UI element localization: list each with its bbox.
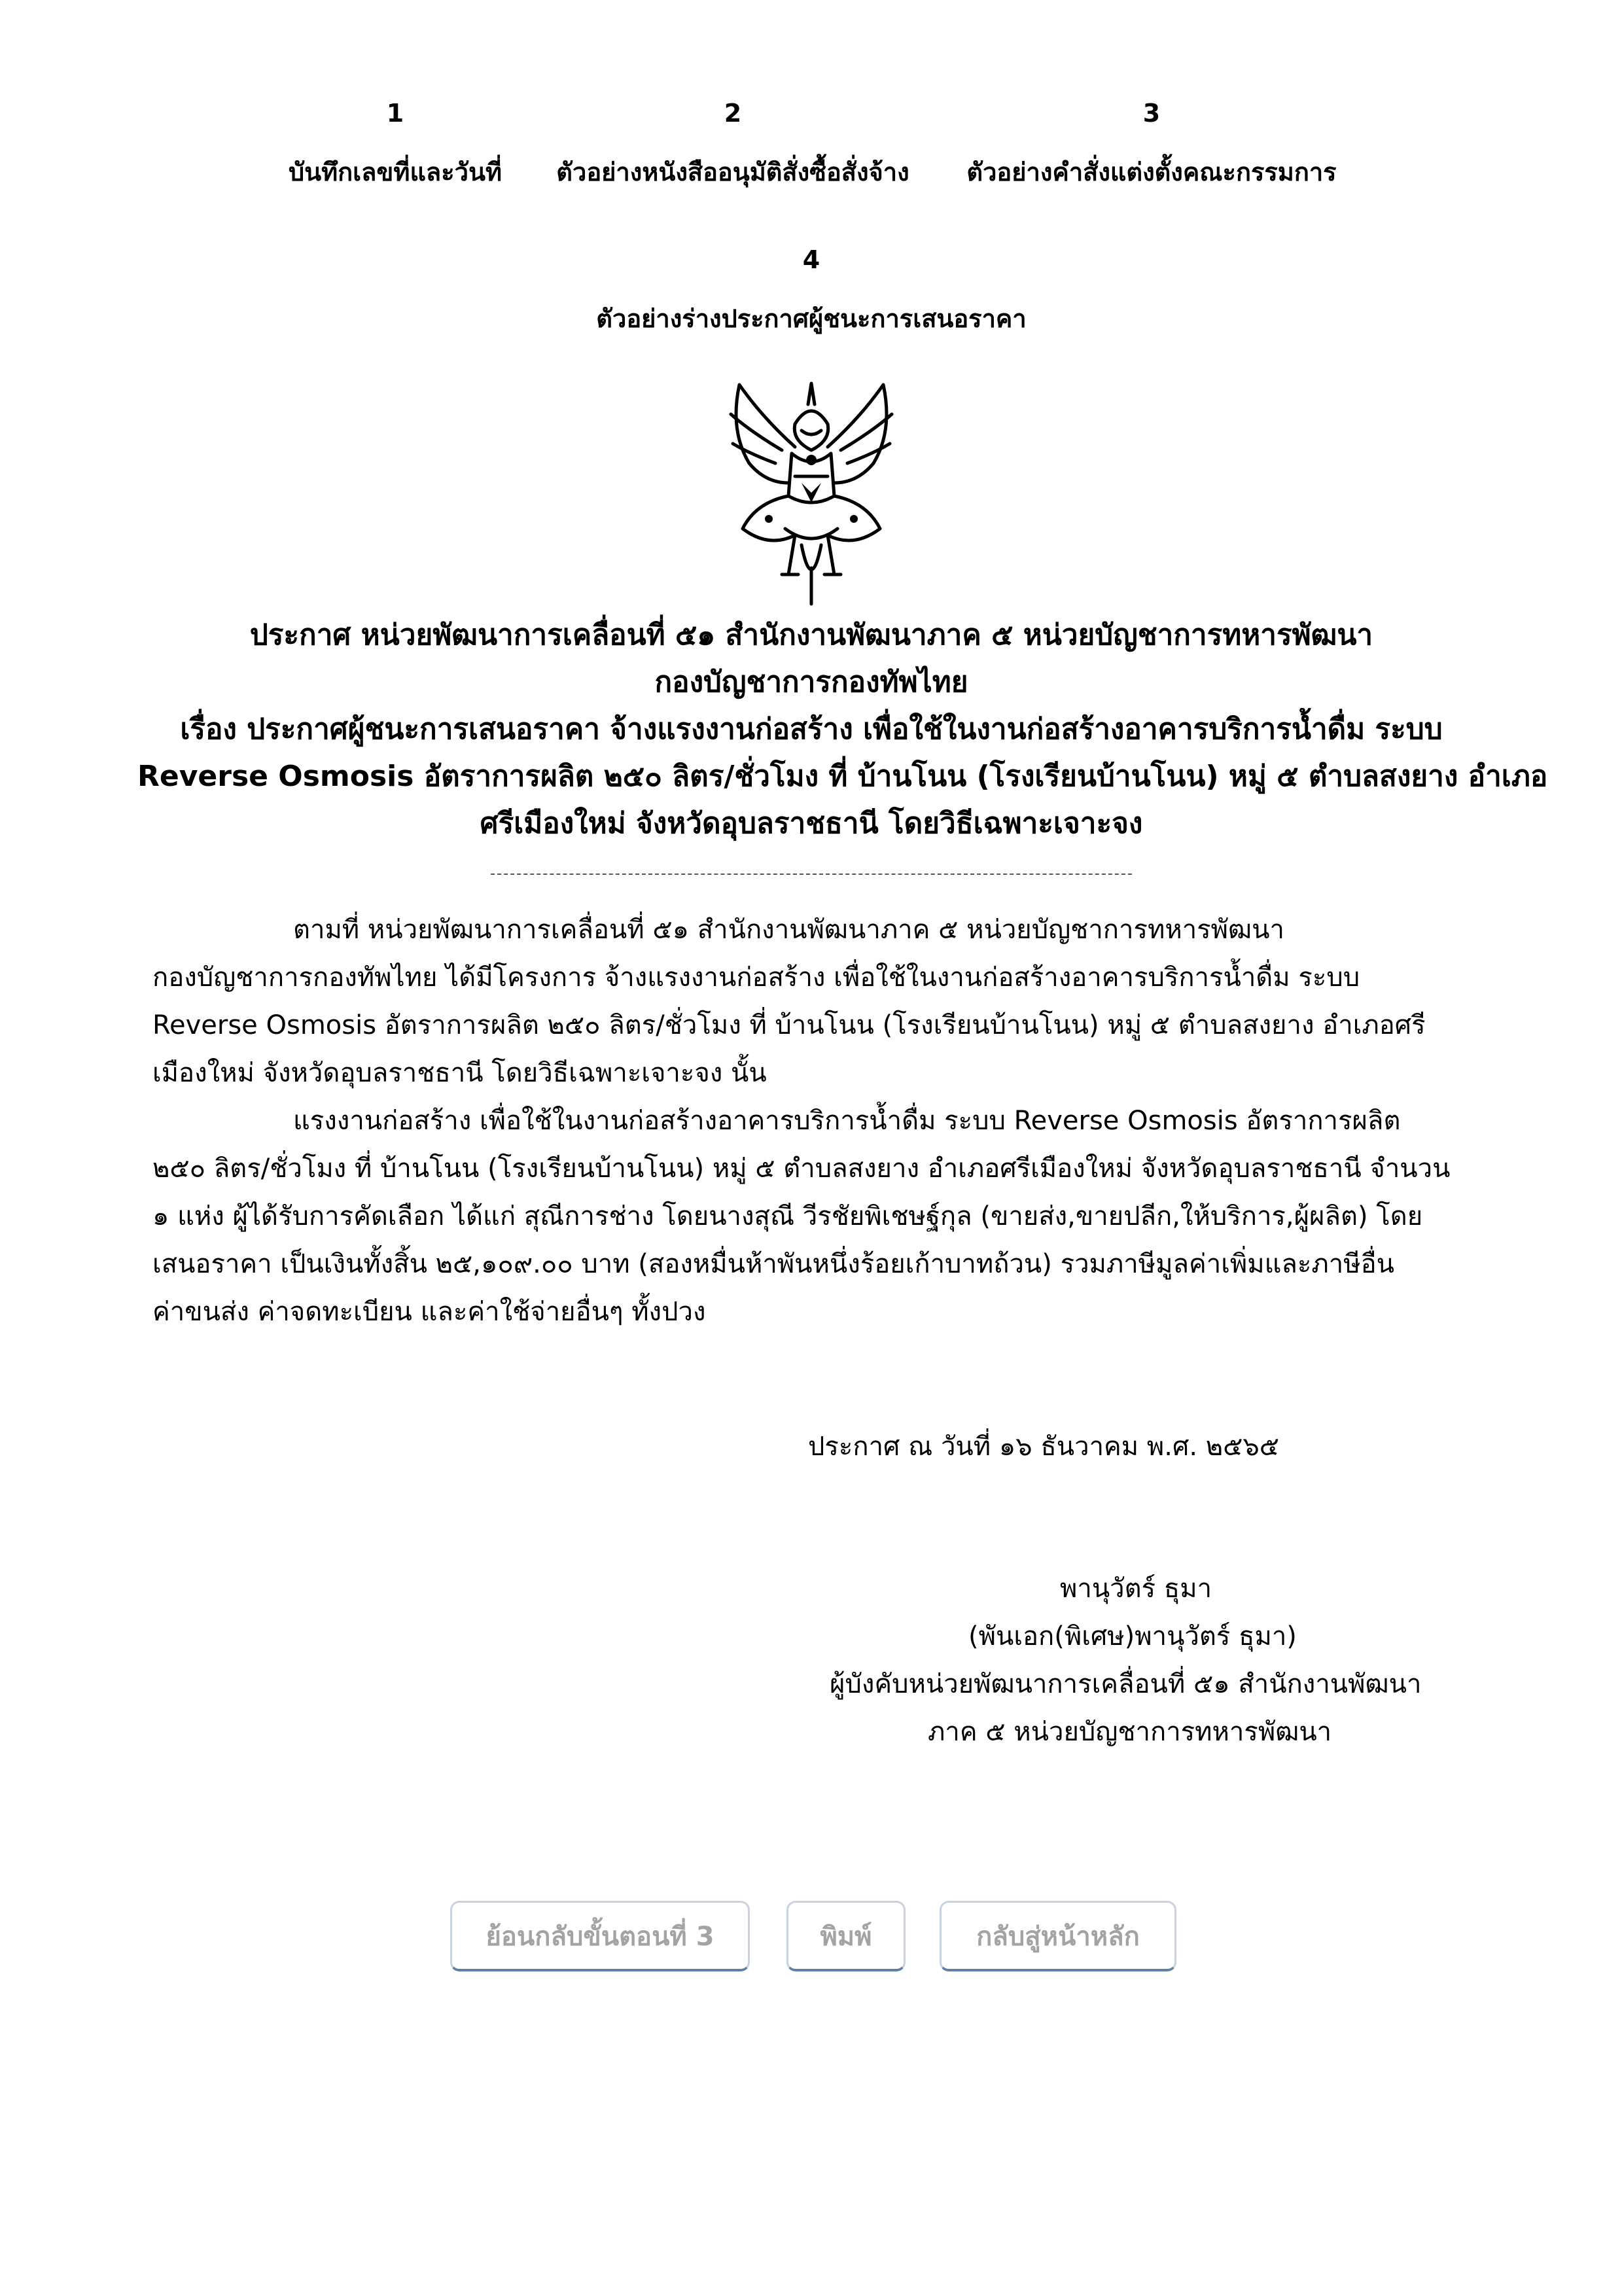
step-navigation (0, 92, 1622, 366)
paragraph-2-line-1: แรงงานก่อสร้าง เพื่อใช้ในงานก่อสร้างอาคารบริการน้ำดื่ม ระบบ Reverse Osmosis อัตราการผลิต (293, 1106, 1401, 1136)
back-to-step-3-button[interactable]: ย้อนกลับขั้นตอนที่ 3 (450, 1901, 750, 1971)
home-button[interactable]: กลับสู่หน้าหลัก (940, 1901, 1176, 1971)
step-2-number[interactable]: 2 (724, 99, 742, 128)
title-line-3: เรื่อง ประกาศผู้ชนะการเสนอราคา จ้างแรงงานก่อสร้าง เพื่อใช้ในงานก่อสร้างอาคารบริการน้ำดื่ม ระบบ (180, 713, 1443, 746)
paragraph-2-line-2: ๒๕๐ ลิตร/ชั่วโมง ที่ บ้านโนน (โรงเรียนบ้านโนน) หมู่ ๕ ตำบลสงยาง อำเภอศรีเมืองใหม่ จังหวัดอุบลราชธานี จำนวน (152, 1154, 1451, 1184)
step-1-label[interactable]: บันทึกเลขที่และวันที่ (288, 158, 502, 186)
dashed-divider (491, 874, 1132, 875)
paragraph-1-line-4: เมืองใหม่ จังหวัดอุบลราชธานี โดยวิธีเฉพาะเจาะจง นั้น (152, 1058, 767, 1088)
paragraph-2-line-4: เสนอราคา เป็นเงินทั้งสิ้น ๒๕,๑๐๙.๐๐ บาท (สองหมื่นห้าพันหนึ่งร้อยเก้าบาทถ้วน) รวมภาษีมูลค่าเพิ่มและภาษีอื่น (152, 1249, 1394, 1279)
step-4[interactable] (576, 247, 1047, 331)
garuda-emblem-icon (703, 378, 919, 607)
step-3-number[interactable]: 3 (1142, 99, 1161, 128)
signature-name: พานุวัตร์ ธุมา (1060, 1574, 1212, 1604)
step-4-number[interactable]: 4 (802, 245, 820, 274)
paragraph-1-line-3: Reverse Osmosis อัตราการผลิต ๒๕๐ ลิตร/ชั่วโมง ที่ บ้านโนน (โรงเรียนบ้านโนน) หมู่ ๕ ตำบลสงยาง อำเภอศรี (152, 1010, 1426, 1040)
paragraph-2-line-3: ๑ แห่ง ผู้ได้รับการคัดเลือก ได้แก่ สุณีการช่าง โดยนางสุณี วีรชัยพิเชษฐ์กุล (ขายส่ง,ขายปลีก,ให้บริการ,ผู้ผลิต) โดย (152, 1201, 1423, 1231)
step-2-label[interactable]: ตัวอย่างหนังสืออนุมัติสั่งซื้อสั่งจ้าง (556, 158, 909, 186)
announcement-body (152, 906, 1474, 1336)
signature-position-line-2: ภาค ๕ หน่วยบัญชาการทหารพัฒนา (928, 1717, 1332, 1747)
step-3[interactable] (942, 101, 1361, 185)
paragraph-1-line-2: กองบัญชาการกองทัพไทย ได้มีโครงการ จ้างแรงงานก่อสร้าง เพื่อใช้ในงานก่อสร้างอาคารบริการน้ำดื่ม ระบบ (152, 963, 1360, 993)
signature-position-line-1: ผู้บังคับหน่วยพัฒนาการเคลื่อนที่ ๕๑ สำนักงานพัฒนา (830, 1669, 1422, 1699)
step-3-label[interactable]: ตัวอย่างคำสั่งแต่งตั้งคณะกรรมการ (966, 158, 1337, 186)
paragraph-1-line-1: ตามที่ หน่วยพัฒนาการเคลื่อนที่ ๕๑ สำนักงานพัฒนาภาค ๕ หน่วยบัญชาการทหารพัฒนา (293, 915, 1284, 945)
announcement-title (137, 612, 1548, 847)
title-line-5: ศรีเมืองใหม่ จังหวัดอุบลราชธานี โดยวิธีเฉพาะเจาะจง (480, 807, 1143, 840)
step-1[interactable] (277, 101, 513, 185)
step-4-label[interactable]: ตัวอย่างร่างประกาศผู้ชนะการเสนอราคา (596, 304, 1027, 333)
title-line-2: กองบัญชาการกองทัพไทย (654, 665, 968, 699)
title-line-1: ประกาศ หน่วยพัฒนาการเคลื่อนที่ ๕๑ สำนักงานพัฒนาภาค ๕ หน่วยบัญชาการทหารพัฒนา (249, 618, 1373, 652)
title-line-4: Reverse Osmosis อัตราการผลิต ๒๕๐ ลิตร/ชั่วโมง ที่ บ้านโนน (โรงเรียนบ้านโนน) หมู่ ๕ ตำบลสงยาง อำเภอ (137, 760, 1548, 793)
signature-full-name: (พันเอก(พิเศษ)พานุวัตร์ ธุมา) (968, 1621, 1297, 1651)
paragraph-2-line-5: ค่าขนส่ง ค่าจดทะเบียน และค่าใช้จ่ายอื่นๆ ทั้งปวง (152, 1297, 706, 1327)
print-button[interactable]: พิมพ์ (786, 1901, 906, 1971)
announcement-date: ประกาศ ณ วันที่ ๑๖ ธันวาคม พ.ศ. ๒๕๖๕ (808, 1432, 1280, 1462)
step-1-number[interactable]: 1 (386, 99, 404, 128)
step-2[interactable] (523, 101, 942, 185)
